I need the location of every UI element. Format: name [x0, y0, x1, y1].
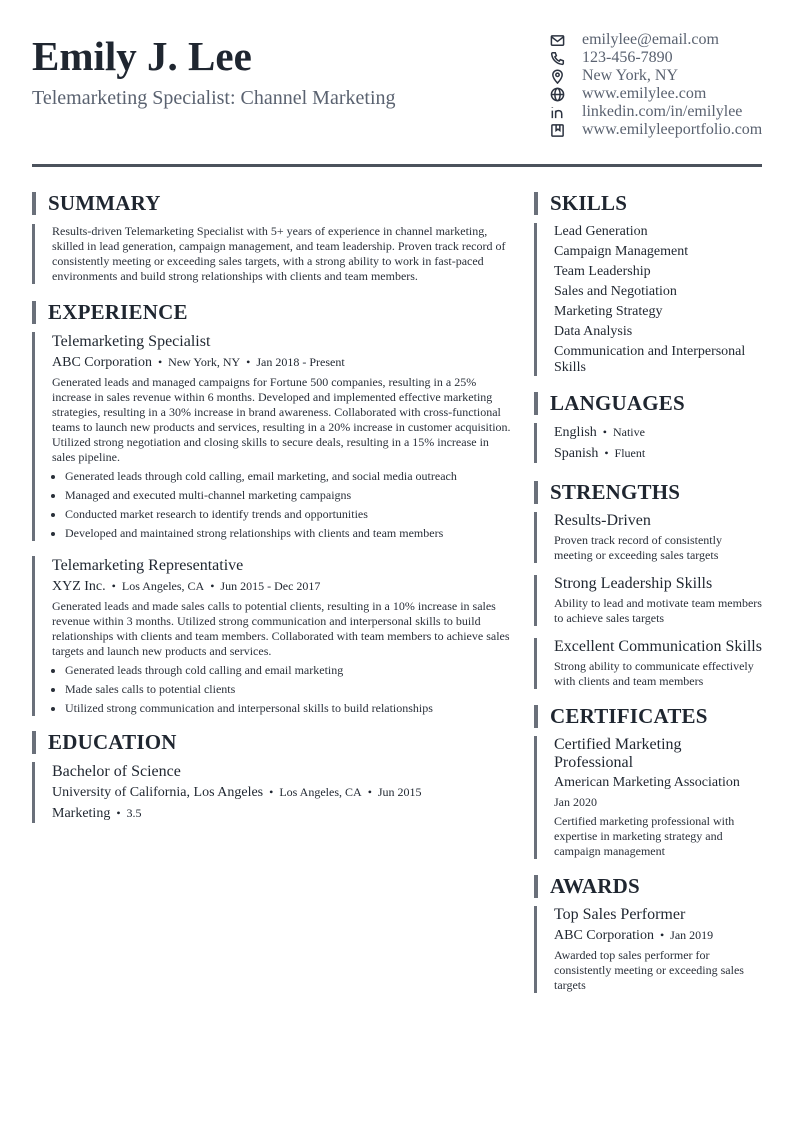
strength-item: [534, 575, 762, 626]
education-location: Los Angeles, CA: [279, 785, 362, 799]
job-bullet: • Managed and executed multi-channel marketing campaigns: [65, 488, 512, 503]
strength-desc: Proven track record of consistently meeting or exceeding sales targets: [554, 533, 722, 562]
contact-linkedin-text: linkedin.com/in/emilylee: [582, 103, 743, 120]
education-heading: EDUCATION: [32, 731, 512, 754]
job-title: Telemarketing Representative: [52, 557, 244, 574]
skill-item: Lead Generation: [554, 224, 648, 239]
certificates-heading: CERTIFICATES: [534, 705, 762, 728]
strength-desc: Strong ability to communicate effectively with clients and team members: [554, 659, 754, 688]
job-dates: Jun 2015 - Dec 2017: [220, 579, 321, 593]
contact-location-text: New York, NY: [582, 67, 679, 84]
contact-website[interactable]: [548, 85, 788, 103]
skill-item: Campaign Management: [554, 244, 689, 259]
certificate-date: Jan 2020: [554, 795, 597, 809]
skill-item: Sales and Negotiation: [554, 284, 677, 299]
experience-item: [32, 556, 512, 716]
contact-portfolio[interactable]: [548, 121, 788, 139]
language-name: English: [554, 425, 597, 440]
job-title: Telemarketing Specialist: [52, 333, 211, 350]
contact-portfolio-text: www.emilyleeportfolio.com: [582, 121, 763, 138]
linkedin-icon: [548, 105, 566, 119]
contact-email-text: emilylee@email.com: [582, 31, 719, 48]
language-name: Spanish: [554, 446, 599, 461]
contact-linkedin[interactable]: [548, 103, 788, 121]
summary-block: [32, 224, 512, 284]
job-bullet: • Made sales calls to potential clients: [65, 682, 512, 697]
contact-phone-text: 123-456-7890: [582, 49, 673, 66]
education-date: Jun 2015: [377, 785, 422, 799]
experience-heading: EXPERIENCE: [32, 301, 512, 324]
job-meta: XYZ Inc. • Los Angeles, CA • Jun 2015 - Dec 2017: [52, 579, 321, 594]
phone-icon: [548, 51, 566, 65]
skill-item: Marketing Strategy: [554, 304, 663, 319]
award-date: Jan 2019: [670, 928, 714, 942]
summary-heading: SUMMARY: [32, 192, 512, 215]
left-column: [32, 190, 512, 823]
languages-block: [534, 423, 762, 463]
job-meta: ABC Corporation • New York, NY • Jan 2018 - Present: [52, 355, 345, 370]
strength-desc: Ability to lead and motivate team members to achieve sales targets: [554, 596, 762, 625]
job-bullet: • Utilized strong communication and interpersonal skills to build relationships: [65, 701, 512, 716]
skills-block: [534, 223, 762, 376]
education-degree: Bachelor of Science: [52, 763, 181, 780]
globe-icon: [548, 87, 566, 101]
certificate-issuer: American Marketing Association: [554, 775, 740, 790]
job-bullets: [52, 663, 512, 716]
award-item: [534, 906, 762, 993]
strength-item: [534, 638, 762, 689]
strength-item: [534, 512, 762, 563]
education-school: University of California, Los Angeles: [52, 785, 264, 800]
candidate-title: Telemarketing Specialist: Channel Marketing: [32, 87, 396, 109]
experience-item: [32, 332, 512, 541]
awards-heading: AWARDS: [534, 875, 762, 898]
skills-heading: SKILLS: [534, 192, 762, 215]
education-detail: Marketing • 3.5: [52, 806, 142, 821]
envelope-icon: [548, 33, 566, 47]
summary-text: Results-driven Telemarketing Specialist with 5+ years of experience in channel marketing, skilled in lead generation, campaign management, and team leadership. Proven track record of consistently meeting or exceeding sales targets, with a strong ability to work in fast-paced environments and build strong relationships with clients and team members.: [52, 224, 506, 283]
header-divider: [32, 164, 762, 167]
language-level: Fluent: [614, 446, 646, 460]
award-title: Top Sales Performer: [554, 906, 686, 923]
contact-list: [548, 31, 788, 139]
strength-title: Results-Driven: [554, 512, 651, 529]
job-description: Generated leads and made sales calls to potential clients, resulting in a 10% increase in sales revenue within 3 months. Utilized strong communication and interpersonal skills to build relationships with clients and team members. Collaborated with team members to achieve sales targets and launch new products and services.: [52, 599, 510, 658]
award-issuer: ABC Corporation: [554, 928, 654, 943]
award-desc: Awarded top sales performer for consistently meeting or exceeding sales targets: [554, 948, 744, 992]
language-item: English • Native: [554, 425, 645, 440]
job-bullet: • Conducted market research to identify trends and opportunities: [65, 507, 512, 522]
job-company: XYZ Inc.: [52, 579, 106, 594]
certificate-title: Certified Marketing Professional: [554, 736, 682, 771]
job-bullets: [52, 469, 512, 541]
job-location: Los Angeles, CA: [121, 579, 205, 593]
job-bullet: • Developed and maintained strong relationships with clients and team members: [65, 526, 512, 541]
right-column: [534, 190, 762, 993]
job-company: ABC Corporation: [52, 355, 152, 370]
contact-email[interactable]: [548, 31, 788, 49]
certificate-item: [534, 736, 762, 859]
education-meta: University of California, Los Angeles • Los Angeles, CA • Jun 2015: [52, 785, 422, 800]
contact-phone[interactable]: [548, 49, 788, 67]
language-level: Native: [612, 425, 645, 439]
skill-item: Communication and Interpersonal Skills: [554, 344, 746, 375]
education-field: Marketing: [52, 806, 111, 821]
job-bullet: • Generated leads through cold calling and email marketing: [65, 663, 512, 678]
job-description: Generated leads and managed campaigns for Fortune 500 companies, resulting in a 25% increase in sales revenue within 6 months. Developed and implemented effective marketing strategies, resulting in a 30% increase in brand awareness. Collaborated with cross-functional teams to launch new products and services, resulting in a 20% increase in customer acquisition. Utilized strong negotiation and closing skills to secure deals, resulting in a 15% increase in sales pipeline.: [52, 375, 511, 464]
contact-location: [548, 67, 788, 85]
job-location: New York, NY: [168, 355, 241, 369]
job-dates: Jan 2018 - Present: [256, 355, 345, 369]
languages-heading: LANGUAGES: [534, 392, 762, 415]
education-gpa: 3.5: [126, 806, 142, 820]
skill-item: Team Leadership: [554, 264, 651, 279]
job-bullet: • Generated leads through cold calling, email marketing, and social media outreach: [65, 469, 512, 484]
education-item: [32, 762, 512, 823]
contact-website-text: www.emilylee.com: [582, 85, 707, 102]
strength-title: Excellent Communication Skills: [554, 638, 762, 655]
skill-item: Data Analysis: [554, 324, 633, 339]
strengths-heading: STRENGTHS: [534, 481, 762, 504]
certificate-desc: Certified marketing professional with expertise in marketing strategy and campaign management: [554, 814, 735, 858]
award-meta: ABC Corporation • Jan 2019: [554, 928, 714, 943]
map-pin-icon: [548, 69, 566, 83]
language-item: Spanish • Fluent: [554, 446, 646, 461]
bookmark-icon: [548, 123, 566, 137]
strength-title: Strong Leadership Skills: [554, 575, 713, 592]
candidate-name: Emily J. Lee: [32, 33, 252, 79]
